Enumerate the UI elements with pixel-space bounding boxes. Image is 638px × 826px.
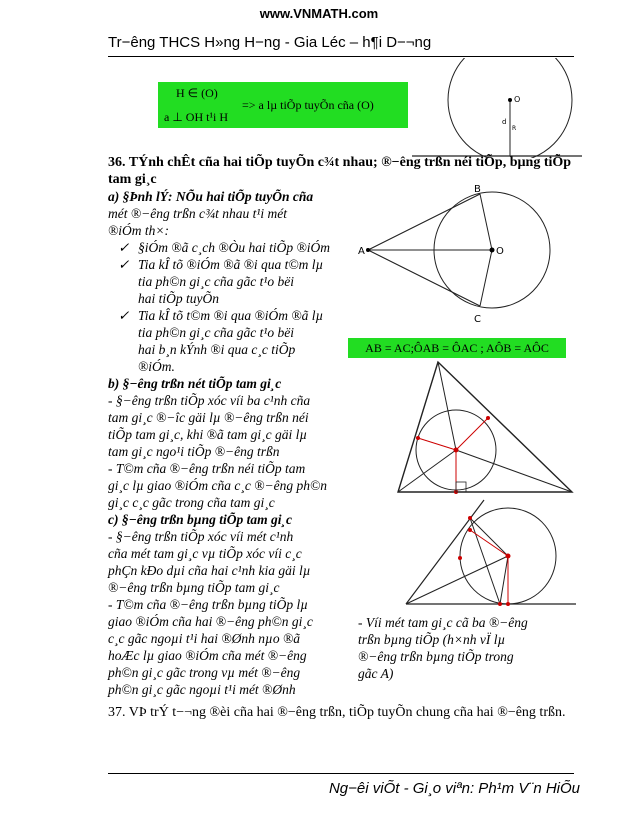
incircle-line: tam gi¸c ngo¹i tiÕp ®−êng trßn: [108, 444, 280, 459]
bullet-1: [108, 239, 354, 256]
theorem-line-3: ®iÓm th×:: [108, 223, 169, 238]
excircle-heading: c) §−êng trßn bµng tiÕp tam gi¸c: [108, 512, 292, 527]
q36-title: 36. TÝnh chÊt cña hai tiÕp tuyÕn c¾t nhau; ®−êng trßn néi tiÕp, bµng tiÕp tam gi¸c: [108, 155, 572, 187]
bullet-3-line: Tia kÎ tõ t©m ®i qua ®iÓm ®ã lµ: [138, 308, 324, 323]
excircle-line: - §−êng trßn tiÕp xóc víi mét c¹nh: [108, 529, 294, 544]
bullet-2-line: hai tiÕp tuyÕn: [138, 291, 219, 306]
bullet-1-line: §iÓm ®ã c¸ch ®Òu hai tiÕp ®iÓm: [138, 240, 330, 255]
footer-divider: [108, 773, 574, 774]
incircle-line: tam gi¸c ®−îc gäi lµ ®−êng trßn néi: [108, 410, 309, 425]
fig1-label-r: R: [512, 125, 517, 132]
excircle-line: giao ®iÓm cña hai ®−êng ph©n gi¸c: [108, 614, 313, 629]
condition-line-3: a ⊥ OH t¹i H: [164, 110, 229, 124]
fig2-label-o: O: [496, 246, 504, 257]
bullet-2-line: Tia kÎ tõ ®iÓm ®ã ®i qua t©m lµ: [138, 257, 324, 272]
bullet-2-line: tia ph©n gi¸c cña gãc t¹o bëi: [138, 274, 295, 289]
excircle-line: ph©n gi¸c gãc ngoµi t¹i mét ®Ønh: [108, 682, 296, 697]
bullet-2: [108, 256, 354, 307]
incircle-figure: [392, 358, 578, 498]
site-url: www.VNMATH.com: [259, 6, 379, 21]
bullet-3: [108, 307, 354, 375]
two-tangents-figure: [356, 182, 580, 328]
excircle-line: phÇn kÐo dµi cña hai c¹nh kia gäi lµ: [108, 563, 311, 578]
note-line: - Víi mét tam gi¸c cã ba ®−êng: [358, 615, 528, 630]
incircle-heading: b) §−êng trßn nét tiÕp tam gi¸c: [108, 376, 282, 391]
excircle-note: [358, 614, 580, 682]
condition-line-2: => a lµ tiÕp tuyÕn cña (O): [242, 98, 374, 112]
bullet-3-line: ®iÓm.: [138, 359, 175, 374]
header-divider: [108, 56, 574, 57]
excircle-line: - T©m cña ®−êng trßn bµng tiÕp lµ: [108, 597, 309, 612]
fig2-label-b: B: [474, 184, 481, 195]
incircle-line: gi¸c lµ giao ®iÓm cña c¸c ®−êng ph©n: [108, 478, 327, 493]
theorem-line-2: mét ®−êng trßn c¾t nhau t¹i mét: [108, 206, 288, 221]
check-icon: ✓: [118, 257, 130, 272]
fig1-label-o: O: [514, 95, 521, 104]
incircle-line: gi¸c c¸c gãc trong cña tam gi¸c: [108, 495, 275, 510]
theorem-line-1: a) §Þnh lÝ: NÕu hai tiÕp tuyÕn cña: [108, 189, 314, 204]
note-line: ®−êng trßn bµng tiÕp trong: [358, 649, 514, 664]
tangent-formula: AB = AC;ÔAB = ÔAC ; AÔB = AÔC: [348, 338, 566, 358]
fig1-label-d: d: [502, 118, 507, 126]
excircle-line: hoÆc lµ giao ®iÓm cña mét ®−êng: [108, 648, 307, 663]
incircle-line: - §−êng trßn tiÕp xóc víi ba c¹nh cña: [108, 393, 311, 408]
tangent-condition-box: [158, 82, 408, 128]
incircle-line: tiÕp tam gi¸c, khi ®ã tam gi¸c gäi lµ: [108, 427, 308, 442]
note-line: trßn bµng tiÕp (h×nh vÏ lµ: [358, 632, 506, 647]
excircle-line: ph©n gi¸c gãc trong vµ mét ®−êng: [108, 665, 301, 680]
bullet-3-line: hai b¸n kÝnh ®i qua c¸c tiÕp: [138, 342, 296, 357]
excircle-line: ®−êng trßn bµng tiÕp tam gi¸c: [108, 580, 280, 595]
theorem-block: [108, 188, 354, 698]
condition-line-1: H ∈ (O): [176, 86, 218, 100]
excircle-line: c¸c gãc ngoµi t¹i hai ®Ønh nµo ®ã: [108, 631, 300, 646]
tangent-circle-figure: [412, 58, 582, 158]
excircle-line: cña mét tam gi¸c vµ tiÕp xóc víi c¸c: [108, 546, 302, 561]
check-icon: ✓: [118, 308, 130, 323]
fig2-label-c: C: [474, 314, 481, 325]
note-line: gãc A): [358, 666, 394, 681]
page-header: Tr−êng THCS H»ng H−ng - Gia Léc – h¶i D−¬ng: [108, 34, 432, 51]
bullet-3-line: tia ph©n gi¸c cña gãc t¹o bëi: [138, 325, 295, 340]
fig2-label-a: A: [358, 246, 365, 257]
incircle-line: - T©m cña ®−êng trßn néi tiÕp tam: [108, 461, 306, 476]
q37-title: 37. VÞ trÝ t−¬ng ®èi cña hai ®−êng trßn, tiÕp tuyÕn chung cña hai ®−êng trßn.: [108, 705, 566, 720]
page-footer: Ng−êi viÕt - Gi¸o viªn: Ph¹m V¨n HiÕu: [328, 780, 580, 797]
check-icon: ✓: [118, 240, 130, 255]
excircle-figure: [402, 496, 578, 612]
